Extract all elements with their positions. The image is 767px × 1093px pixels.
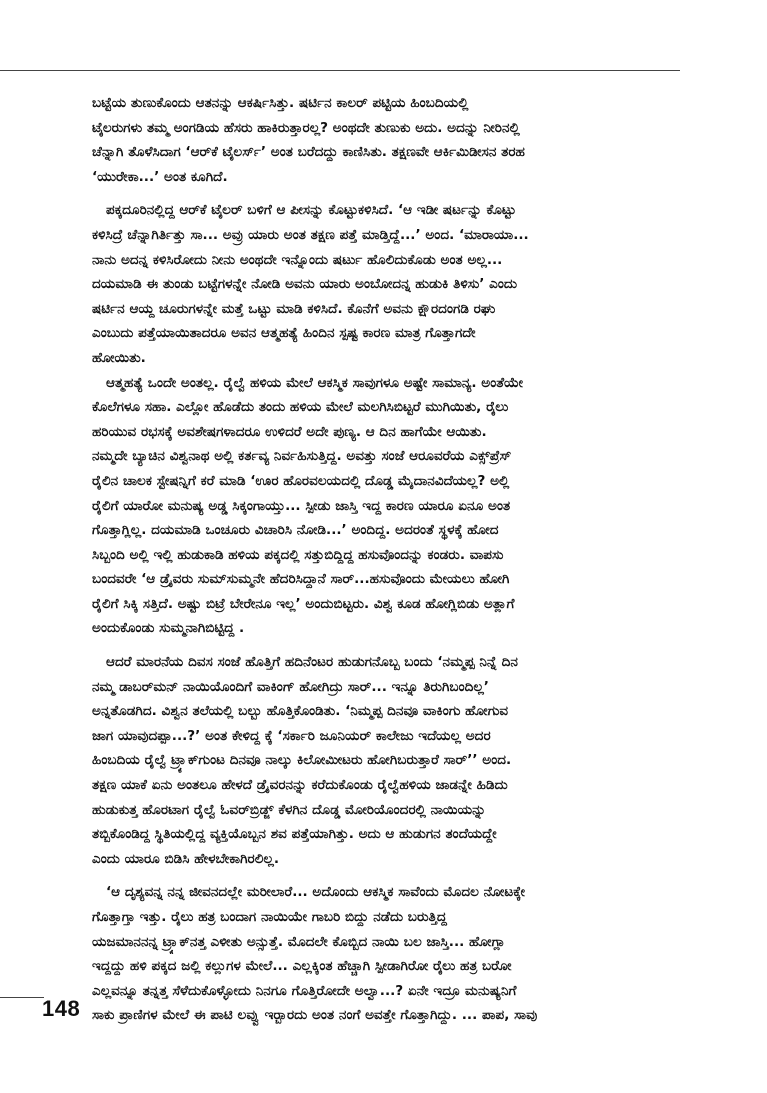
text-line: ಎಂದು ಯಾರೂ ಬಿಡಿಸಿ ಹೇಳಬೇಕಾಗಿರಲಿಲ್ಲ. — [92, 850, 279, 867]
text-line: ಬಟ್ಟೆಯ ತುಣುಕೊಂದು ಆತನನ್ನು ಆಕರ್ಷಿಸಿತ್ತು. ಷರ್ಟಿನ ಕಾಲರ್ ಪಟ್ಟಿಯ ಹಿಂಬದಿಯಲ್ಲಿ — [92, 95, 469, 111]
text-line: ಚೆನ್ನಾಗಿ ತೊಳೆಸಿದಾಗ ‘ಆರ್‌ಕೆ ಟೈಲರ್ಸ್’ ಅಂತ ಬರೆದದ್ದು ಕಾಣಿಸಿತು. ತಕ್ಷಣವೇ ಆರ್ಕಿಮಿಡೀಸನ ತರಹ — [92, 144, 525, 161]
text-line: ತಬ್ಬಿಕೊಂಡಿದ್ದ ಸ್ಥಿತಿಯಲ್ಲಿದ್ದ ವ್ಯಕ್ತಿಯೊಬ್ಬನ ಶವ ಪತ್ತೆಯಾಗಿತ್ತು. ಅದು ಆ ಹುಡುಗನ ತಂದೆಯದ್ದೇ — [92, 826, 497, 843]
text-line: ನಾನು ಅದನ್ನ ಕಳಿಸಿರೋದು ನೀನು ಅಂಥದೇ ಇನ್ನೊಂದು ಷರ್ಟು ಹೊಲಿದುಕೊಡು ಅಂತ ಅಲ್ಲ... — [92, 251, 503, 268]
text-line: ಷರ್ಟಿನ ಆಯ್ದ ಚೂರುಗಳನ್ನೇ ಮತ್ತೆ ಒಟ್ಟು ಮಾಡಿ ಕಳಿಸಿದೆ. ಕೊನೆಗೆ ಅವನು ಕ್ಷೌರದಂಗಡಿ ರಘು — [92, 300, 496, 317]
text-line: ಹರಿಯುವ ರಭಸಕ್ಕೆ ಅವಶೇಷಗಳಾದರೂ ಉಳಿದರೆ ಅದೇ ಪುಣ್ಯ. ಆ ದಿನ ಹಾಗೆಯೇ ಆಯಿತು. — [92, 423, 487, 440]
paragraph — [92, 91, 678, 189]
text-line: ಗೊತ್ತಾಗ್ಲಿಲ್ಲ. ದಯಮಾಡಿ ಒಂಚೂರು ವಿಚಾರಿಸಿ ನೋಡಿ...’ ಅಂದಿದ್ದ. ಅದರಂತೆ ಸ್ಥಳಕ್ಕೆ ಹೋದ — [92, 522, 499, 539]
text-line: ಸಾಕು ಪ್ರಾಣಿಗಳ ಮೇಲೆ ಈ ಪಾಟಿ ಲವ್ವು ಇರ್‍ಬಾರದು ಅಂತ ನಂಗೆ ಅವತ್ತೇ ಗೊತ್ತಾಗಿದ್ದು. ... ಪಾಪ, ಸಾವು — [92, 1007, 538, 1024]
text-line: ಎಲ್ಲವನ್ನೂ ತನ್ನತ್ತ ಸೆಳೆದುಕೊಳ್ಳೋದು ನಿನಗೂ ಗೊತ್ತಿರೋದೇ ಅಲ್ವಾ...? ಏನೇ ಇದ್ರೂ ಮನುಷ್ಯನಿಗೆ — [92, 982, 517, 999]
top-rule — [0, 70, 680, 71]
text-line: ‘ಆ ದೃಶ್ಯವನ್ನ ನನ್ನ ಜೀವನದಲ್ಲೇ ಮರೀಲಾರೆ... ಅದೊಂದು ಆಕಸ್ಮಿಕ ಸಾವೆಂದು ಮೊದಲ ನೋಟಕ್ಕೇ — [106, 884, 526, 901]
paragraph-gap — [92, 189, 678, 198]
page-number: 148 — [42, 996, 81, 1021]
text-line: ನಮ್ಮದೇ ಬ್ಯಾಚಿನ ವಿಶ್ವನಾಥ ಅಲ್ಲಿ ಕರ್ತವ್ಯ ನಿರ್ವಹಿಸುತ್ತಿದ್ದ. ಅವತ್ತು ಸಂಜೆ ಆರೂವರೆಯ ಎಕ್ಸ್‌ಪ್ರೆಸ್ — [92, 448, 512, 465]
text-line: ಪಕ್ಕದೂರಿನಲ್ಲಿದ್ದ ಆರ್‌ಕೆ ಟೈಲರ್ ಬಳಿಗೆ ಆ ಪೀಸನ್ನು ಕೊಟ್ಟುಕಳಿಸಿದೆ. ‘ಆ ಇಡೀ ಷರ್ಟನ್ನು ಕೊಟ್ಟು — [106, 202, 517, 219]
text-line: ಅಂದುಕೊಂಡು ಸುಮ್ಮನಾಗಿಬಿಟ್ಟಿದ್ದ . — [92, 620, 245, 637]
paragraph-gap — [92, 641, 678, 650]
paragraph — [92, 650, 678, 871]
text-line: ಹಿಂಬದಿಯ ರೈಲ್ವೆ ಟ್ರ್ಯಾಕ್‌ಗುಂಟ ದಿನವೂ ನಾಲ್ಕು ಕಿಲೋಮೀಟರು ಹೋಗಿಬರುತ್ತಾರೆ ಸಾರ್’’ ಅಂದ. — [92, 752, 512, 769]
paragraph — [92, 371, 678, 642]
paragraph — [92, 198, 678, 370]
text-line: ಹುಡುಕುತ್ತ ಹೊರಟಾಗ ರೈಲ್ವೆ ಓವರ್‌ಬ್ರಿಡ್ಜ್ ಕೆಳಗಿನ ದೊಡ್ಡ ಮೋರಿಯೊಂದರಲ್ಲಿ ನಾಯಿಯನ್ನು — [92, 801, 486, 818]
text-line: ಗೊತ್ತಾಗ್ತಾ ಇತ್ತು. ರೈಲು ಹತ್ರ ಬಂದಾಗ ನಾಯಿಯೇ ಗಾಬರಿ ಬಿದ್ದು ನಡೆದು ಬರುತ್ತಿದ್ದ — [92, 909, 447, 925]
text-line: ಇದ್ದದ್ದು ಹಳಿ ಪಕ್ಕದ ಜಲ್ಲಿ ಕಲ್ಲುಗಳ ಮೇಲೆ... ಎಲ್ಲಕ್ಕಿಂತ ಹೆಚ್ಚಾಗಿ ಸ್ಪೀಡಾಗಿರೋ ರೈಲು ಹತ್ರ ಬರೋ — [92, 958, 512, 975]
text-line: ಬಂದವರೇ ‘ಆ ಡ್ರೈವರು ಸುಮ್‌ಸುಮ್ಮನೇ ಹೆದರಿಸಿದ್ದಾನೆ ಸಾರ್...ಹಸುವೊಂದು ಮೇಯಲು ಹೋಗಿ — [92, 571, 510, 588]
text-line: ದಯಮಾಡಿ ಈ ತುಂಡು ಬಟ್ಟೆಗಳನ್ನೇ ನೋಡಿ ಅವನು ಯಾರು ಅಂಬೋದನ್ನ ಹುಡುಕಿ ತಿಳಿಸು’ ಎಂದು — [92, 276, 518, 293]
text-line: ಟೈಲರುಗಳು ತಮ್ಮ ಅಂಗಡಿಯ ಹೆಸರು ಹಾಕಿರುತ್ತಾರಲ್ಲ? ಅಂಥದೇ ತುಣುಕು ಅದು. ಅದನ್ನು ನೀರಿನಲ್ಲಿ — [92, 119, 520, 136]
text-line: ತಕ್ಷಣ ಯಾಕೆ ಏನು ಅಂತಲೂ ಹೇಳದೆ ಡ್ರೈವರನನ್ನು ಕರೆದುಕೊಂಡು ರೈಲ್ವೆಹಳಿಯ ಜಾಡನ್ನೇ ಹಿಡಿದು — [92, 777, 508, 794]
text-line: ರೈಲಿಗೆ ಯಾರೋ ಮನುಷ್ಯ ಅಡ್ಡ ಸಿಕ್ಕಂಗಾಯ್ತು... ಸ್ಪೀಡು ಜಾಸ್ತಿ ಇದ್ದ ಕಾರಣ ಯಾರೂ ಏನೂ ಅಂತ — [92, 497, 511, 514]
text-line: ಆತ್ಮಹತ್ಯೆ ಒಂದೇ ಅಂತಲ್ಲ. ರೈಲ್ವೆ ಹಳಿಯ ಮೇಲೆ ಆಕಸ್ಮಿಕ ಸಾವುಗಳೂ ಅಷ್ಟೇ ಸಾಮಾನ್ಯ. ಅಂತೆಯೇ — [106, 374, 524, 391]
text-line: ಆದರೆ ಮಾರನೆಯ ದಿವಸ ಸಂಜೆ ಹೊತ್ತಿಗೆ ಹದಿನೆಂಟರ ಹುಡುಗನೊಬ್ಬ ಬಂದು ‘ನಮ್ಮಪ್ಪ ನಿನ್ನೆ ದಿನ — [106, 654, 518, 671]
text-line: ನಮ್ಮ ಡಾಬರ್‌ಮನ್ ನಾಯಿಯೊಂದಿಗೆ ವಾಕಿಂಗ್ ಹೋಗಿದ್ರು ಸಾರ್... ಇನ್ನೂ ತಿರುಗಿಬಂದಿಲ್ಲ’ — [92, 678, 489, 695]
text-line: ಕೊಲೆಗಳೂ ಸಹಾ. ಎಲ್ಲೋ ಹೊಡೆದು ತಂದು ಹಳಿಯ ಮೇಲೆ ಮಲಗಿಸಿಬಿಟ್ಟರೆ ಮುಗಿಯಿತು, ರೈಲು — [92, 399, 509, 416]
text-line: ಅನ್ನತೊಡಗಿದ. ವಿಶ್ವನ ತಲೆಯಲ್ಲಿ ಬಲ್ಬು ಹೊತ್ತಿಕೊಂಡಿತು. ‘ನಿಮ್ಮಪ್ಪ ದಿನವೂ ವಾಕಿಂಗು ಹೋಗುವ — [92, 703, 509, 720]
text-line: ಹೋಯಿತು. — [92, 349, 146, 366]
footer-rule — [0, 997, 44, 998]
paragraph-gap — [92, 871, 678, 880]
paragraph — [92, 880, 678, 1028]
text-line: ಎಂಬುದು ಪತ್ತೆಯಾಯಿತಾದರೂ ಅವನ ಆತ್ಮಹತ್ಯೆ ಹಿಂದಿನ ಸ್ಪಷ್ಟ ಕಾರಣ ಮಾತ್ರ ಗೊತ್ತಾಗದೇ — [92, 325, 476, 342]
text-line: ಯಜಮಾನನನ್ನ ಟ್ರ್ಯಾಕ್‌ನತ್ತ ಎಳೀತು ಅನ್ಸುತ್ತೆ. ಮೊದಲೇ ಕೊಬ್ಬಿದ ನಾಯಿ ಬಲ ಜಾಸ್ತಿ... ಹೋಗ್ಲಾ — [92, 933, 506, 950]
text-line: ರೈಲಿನ ಚಾಲಕ ಸ್ಟೇಷನ್ನಿಗೆ ಕರೆ ಮಾಡಿ ‘ಊರ ಹೊರವಲಯದಲ್ಲಿ ದೊಡ್ಡ ಮೈದಾನವಿದೆಯಲ್ಲ? ಅಲ್ಲಿ — [92, 472, 510, 489]
text-line: ಜಾಗ ಯಾವುದಪ್ಪಾ...?’ ಅಂತ ಕೇಳಿದ್ದ ಕ್ಕೆ ‘ಸರ್ಕಾರಿ ಜೂನಿಯರ್ ಕಾಲೇಜು ಇದೆಯಲ್ಲ ಅದರ — [92, 727, 491, 744]
text-line: ಸಿಬ್ಬಂದಿ ಅಲ್ಲಿ ಇಲ್ಲಿ ಹುಡುಕಾಡಿ ಹಳಿಯ ಪಕ್ಕದಲ್ಲಿ ಸತ್ತುಬಿದ್ದಿದ್ದ ಹಸುವೊಂದನ್ನು ಕಂಡರು. ವಾಪಸು — [92, 546, 504, 563]
text-line: ಕಳಿಸಿದ್ರೆ ಚೆನ್ನಾಗಿರ್ತಿತ್ತು ಸಾ... ಅವ್ರು ಯಾರು ಅಂತ ತಕ್ಷಣ ಪತ್ತೆ ಮಾಡ್ತಿದ್ದೆ...’ ಅಂದ. ‘ಮಾರಾಯಾ... — [92, 226, 529, 243]
text-line: ‘ಯುರೇಕಾ...’ ಅಂತ ಕೂಗಿದೆ. — [92, 168, 228, 185]
body-text — [92, 91, 678, 1028]
text-line: ರೈಲಿಗೆ ಸಿಕ್ಕಿ ಸತ್ತಿದೆ. ಅಷ್ಟು ಬಿಟ್ರೆ ಬೇರೇನೂ ಇಲ್ಲ’ ಅಂದುಬಿಟ್ಟರು. ವಿಶ್ವ ಕೂಡ ಹೋಗ್ಲಿಬಿಡು ಅತ್ಲಾಗೆ — [92, 595, 515, 612]
